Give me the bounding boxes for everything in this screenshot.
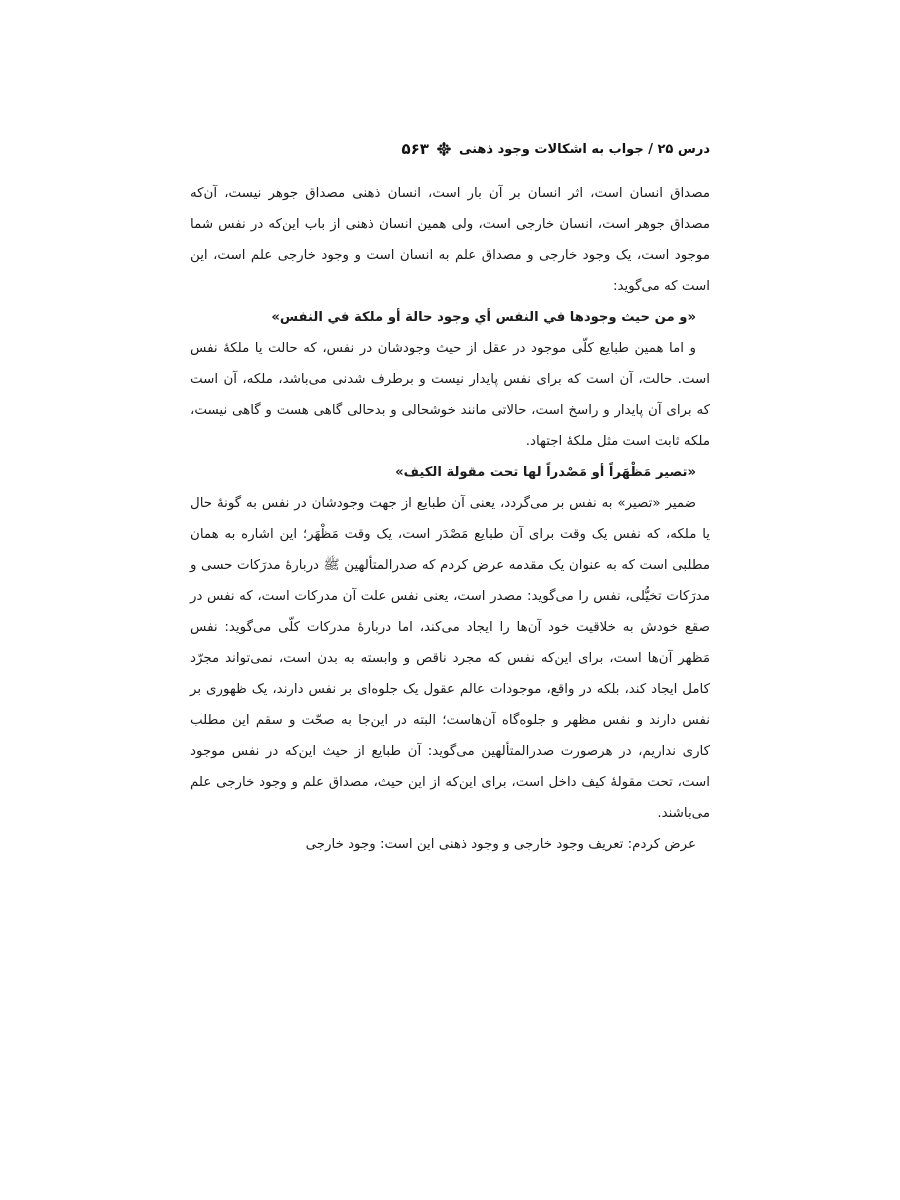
flower-ornament-icon	[437, 142, 451, 156]
paragraph: عرض کردم: تعریف وجود خارجی و وجود ذهنی این است: وجود خارجی	[305, 837, 696, 852]
paragraph: مصداق انسان است، اثر انسان بر آن بار است، انسان ذهنی مصداق جوهر نیست، آن‌که مصداق جوهر است، انسان خارجی است، ولی همین انسان ذهنی از باب این‌که در نفس شما موجود است، یک وجود خارجی و مصداق علم به انسان است و وجود خارجی علم است، این است که می‌گوید:	[190, 186, 710, 294]
page-number: ۵۶۳	[401, 140, 429, 158]
body-text	[190, 178, 710, 860]
quoted-arabic-text: «تصیر مَظْهَراً أو مَصْدراً لها تحت مقولة الکیف»	[395, 465, 696, 480]
paragraph: ضمیر «تصیر» به نفس بر می‌گردد، یعنی آن طبایع از جهت وجودشان در نفس به گونهٔ حال یا ملکه، که نفس یک وقت برای آن طبایع مَصْدَر است، یک وقت مَظْهَر؛ این اشاره به همان مطلبی است که به عنوان یک مقدمه عرض کردم که صدرالمتألهین ﷺ دربارهٔ مدرَکات حسی و مدرَکات تخیُّلی، نفس را می‌گوید: مصدر است، یعنی نفس علت آن مدرکات است، که نفس در صقع خودش به خلاقیت خود آن‌ها را ایجاد می‌کند، اما دربارهٔ مدرکات کلّی می‌گوید: نفس مَظهر آن‌ها است، برای این‌که نفس که مجرد ناقص و وابسته به بدن است، نمی‌تواند مجرّد کامل ایجاد کند، بلکه در واقع، موجودات عالم عقول یک جلوه‌ای بر نفس دارند، یک ظهوری بر نفس دارند و نفس مظهر و جلوه‌گاه آن‌هاست؛ البته در این‌جا به صحّت و سقم این مطلب کاری نداریم، در هرصورت صدرالمتألهین می‌گوید: آن طبایع از حیث این‌که در نفس موجود است، تحت مقولهٔ کیف داخل است، برای این‌که از این حیث، مصداق علم و وجود خارجی علم می‌باشند.	[190, 496, 710, 821]
running-title: درس ۲۵ / جواب به اشکالات وجود ذهنی	[458, 141, 710, 157]
paragraph: و اما همین طبایع کلّی موجود در عقل از حیث وجودشان در نفس، که حالت یا ملکهٔ نفس است. حالت، آن است که برای نفس پایدار نیست و برطرف شدنی می‌باشد، ملکه، آن است که برای آن پایدار و راسخ است، حالاتی مانند خوشحالی و بدحالی گاهی هست و گاهی نیست، ملکه ثابت است مثل ملکهٔ اجتهاد.	[190, 341, 710, 449]
running-header	[190, 137, 710, 161]
quoted-arabic-text: «و من حیث وجودها في النفس أي وجود حالة أو ملكة في النفس»	[271, 310, 696, 325]
